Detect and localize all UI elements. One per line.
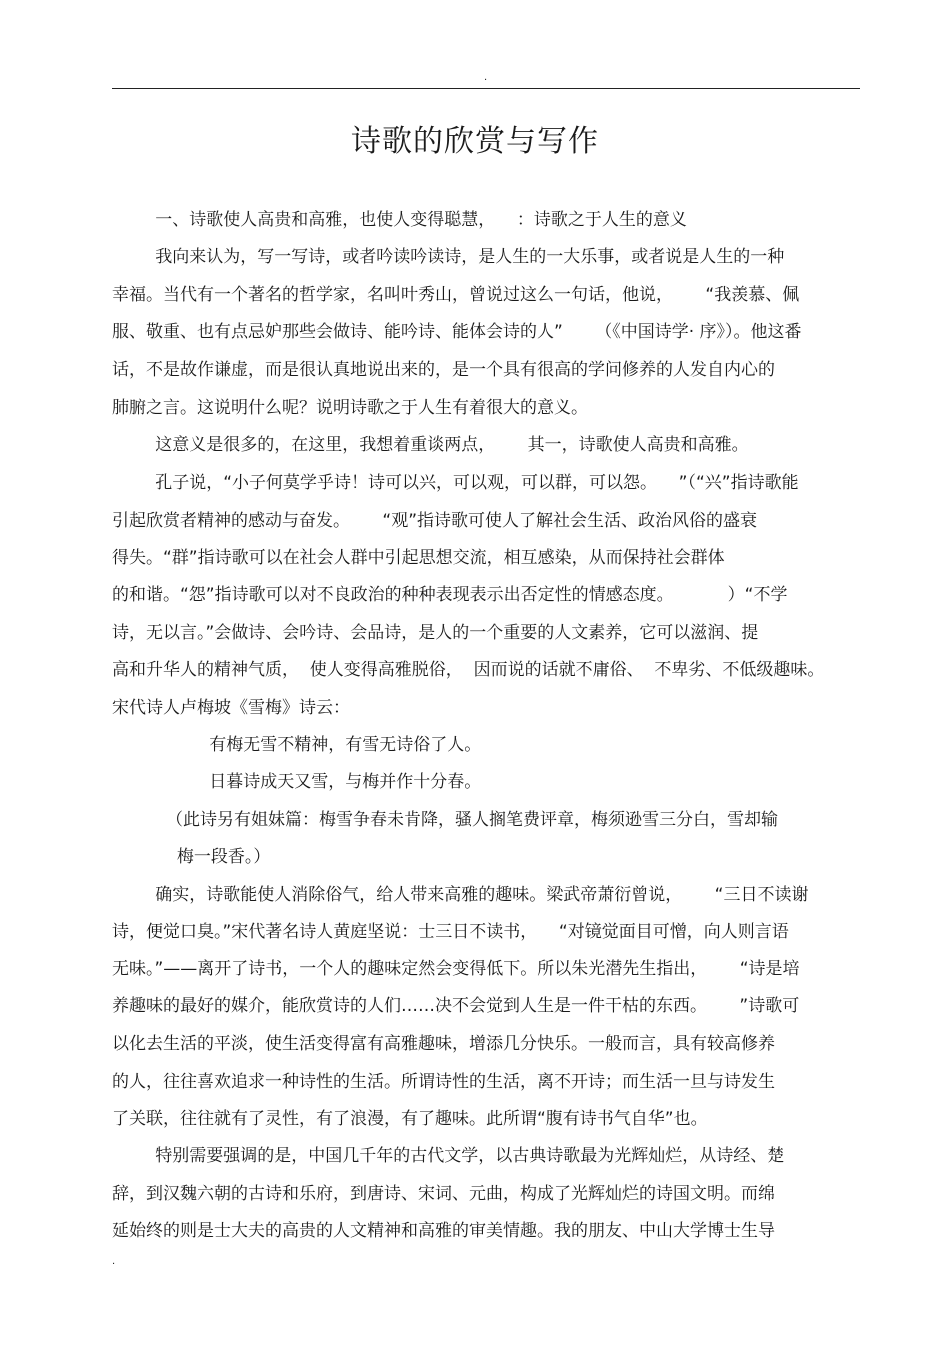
- header-mark: .: [484, 72, 488, 83]
- header-rule: [112, 88, 860, 89]
- text-line: 的人，往往喜欢追求一种诗性的生活。所谓诗性的生活，离不开诗；而生活一旦与诗发生: [112, 1072, 775, 1092]
- text-line: 引起欣赏者精神的感动与奋发。 “观”指诗歌可使人了解社会生活、政治风俗的盛衰: [112, 511, 758, 531]
- text-line: 无味。”——离开了诗书，一个人的趣味定然会变得低下。所以朱光潜先生指出， “诗是培: [112, 959, 800, 979]
- text-line: 幸福。当代有一个著名的哲学家，名叫叶秀山，曾说过这么一句话，他说， “我羡慕、佩: [112, 285, 800, 305]
- poem-line: 有梅无雪不精神，有雪无诗俗了人。: [112, 735, 482, 755]
- text-line: 了关联，往往就有了灵性，有了浪漫，有了趣味。此所谓“腹有诗书气自华”也。: [112, 1109, 708, 1129]
- poem-line: 日暮诗成天又雪，与梅并作十分春。: [112, 772, 482, 792]
- text-line: 以化去生活的平淡，使生活变得富有高雅趣味，增添几分快乐。一般而言，具有较高修养: [112, 1034, 775, 1054]
- text-line: 高和升华人的精神气质， 使人变得高雅脱俗， 因而说的话就不庸俗、 不卑劣、不低级趣味。: [112, 660, 825, 680]
- footer-mark: .: [112, 1256, 116, 1267]
- text-line: 我向来认为，写一写诗，或者吟读吟读诗，是人生的一大乐事，或者说是人生的一种: [112, 247, 785, 267]
- text-line: 辞，到汉魏六朝的古诗和乐府，到唐诗、宋词、元曲，构成了光辉灿烂的诗国文明。而绵: [112, 1184, 775, 1204]
- text-line: 延始终的则是士大夫的高贵的人文精神和高雅的审美情趣。我的朋友、中山大学博士生导: [112, 1221, 775, 1241]
- text-line: 话，不是故作谦虚，而是很认真地说出来的，是一个具有很高的学问修养的人发自内心的: [112, 360, 775, 380]
- text-line: 梅一段香。）: [112, 847, 271, 867]
- text-line: 的和谐。“怨”指诗歌可以对不良政治的种种表现表示出否定性的情感态度。 ）“不学: [112, 585, 788, 605]
- text-line: 特别需要强调的是，中国几千年的古代文学，以古典诗歌最为光辉灿烂，从诗经、楚: [112, 1146, 785, 1166]
- text-line: 得失。“群”指诗歌可以在社会人群中引起思想交流，相互感染，从而保持社会群体: [112, 548, 725, 568]
- text-line: 诗，便觉口臭。”宋代著名诗人黄庭坚说：士三日不读书， “对镜觉面目可憎，向人则言语: [112, 922, 789, 942]
- text-line: 孔子说，“小子何莫学乎诗！诗可以兴，可以观，可以群，可以怨。 ”（“兴”指诗歌能: [112, 473, 799, 493]
- text-line: 服、敬重、也有点忌妒那些会做诗、能吟诗、能体会诗的人” （《中国诗学· 序》）。他这番: [112, 322, 802, 342]
- text-line: 一、诗歌使人高贵和高雅，也使人变得聪慧， ：诗歌之于人生的意义: [112, 210, 687, 230]
- text-line: 确实，诗歌能使人消除俗气，给人带来高雅的趣味。梁武帝萧衍曾说， “三日不读谢: [112, 885, 809, 905]
- text-line: 肺腑之言。这说明什么呢？说明诗歌之于人生有着很大的意义。: [112, 398, 588, 418]
- document-title: 诗歌的欣赏与写作: [351, 124, 599, 159]
- text-line: 诗，无以言。”会做诗、会吟诗、会品诗，是人的一个重要的人文素养，它可以滋润、提: [112, 623, 759, 643]
- text-line: 宋代诗人卢梅坡《雪梅》诗云：: [112, 698, 350, 718]
- text-line: 养趣味的最好的媒介，能欣赏诗的人们……决不会觉到人生是一件干枯的东西。 ”诗歌可: [112, 996, 800, 1016]
- text-line: （此诗另有姐妹篇：梅雪争春未肯降，骚人搁笔费评章，梅须逊雪三分白，雪却输: [112, 810, 779, 830]
- text-line: 这意义是很多的，在这里，我想着重谈两点， 其一，诗歌使人高贵和高雅。: [112, 435, 749, 455]
